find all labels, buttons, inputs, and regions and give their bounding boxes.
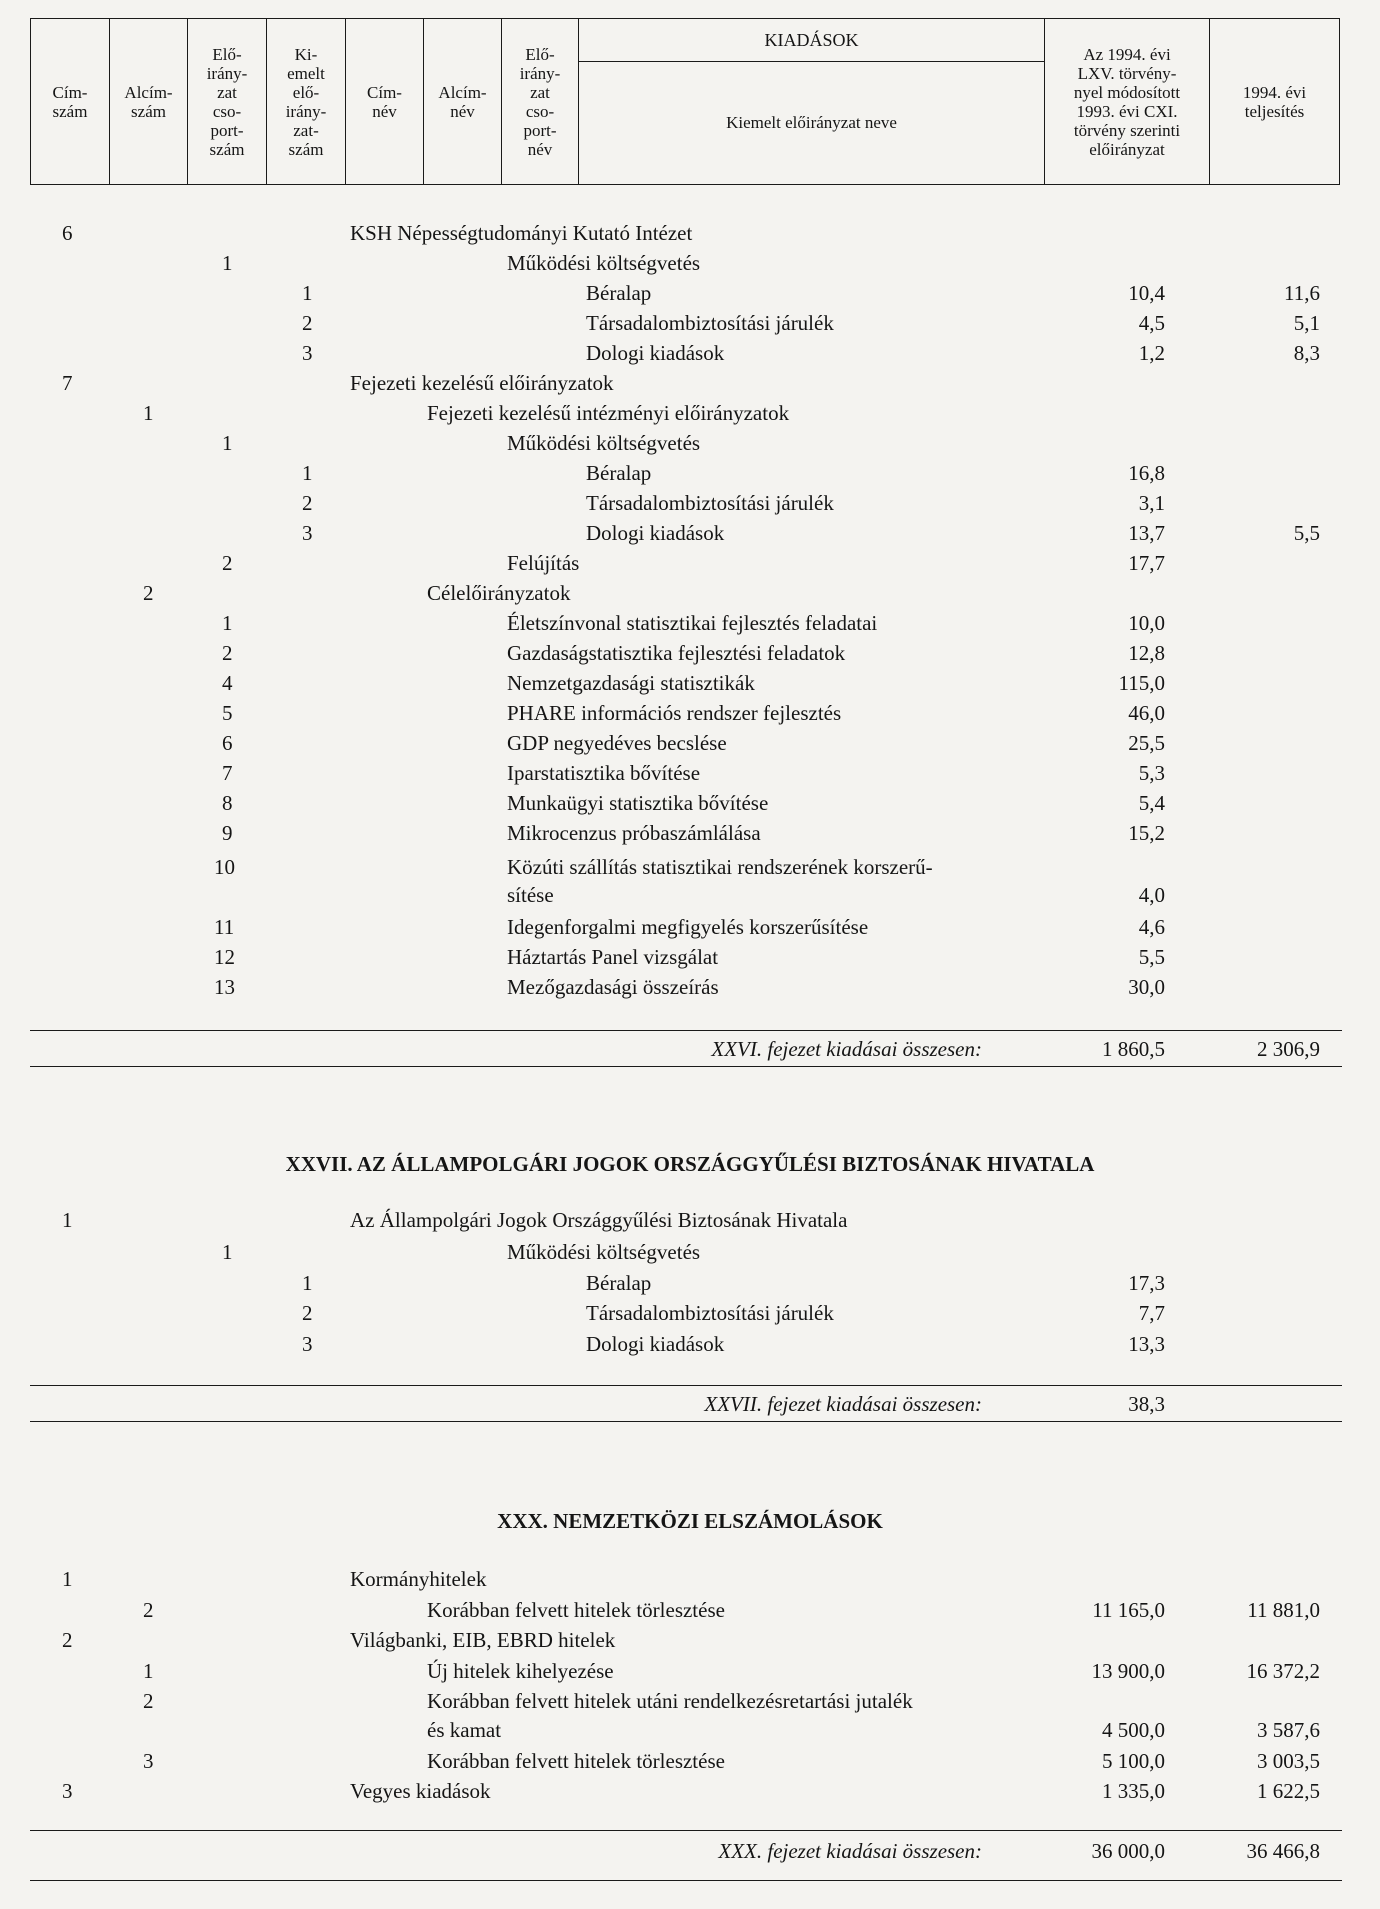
table-row bbox=[0, 818, 1380, 848]
row-name: Új hitelek kihelyezése bbox=[427, 1659, 614, 1683]
row-eloiranyzat-value: 15,2 bbox=[1128, 821, 1165, 845]
row-name: Korábban felvett hitelek törlesztése bbox=[427, 1749, 725, 1773]
table-row bbox=[0, 218, 1380, 248]
divider bbox=[30, 1030, 1342, 1031]
total-eloiranyzat-value: 36 000,0 bbox=[1091, 1839, 1165, 1863]
row-name: Dologi kiadások bbox=[586, 1332, 725, 1356]
row-name: Közúti szállítás statisztikai rendszerének korszerű- bbox=[507, 855, 933, 879]
row-eloiranyzat-value: 5,3 bbox=[1138, 761, 1165, 785]
row-number: 3 bbox=[302, 341, 313, 365]
row-teljesites-value: 11 881,0 bbox=[1247, 1598, 1320, 1622]
row-number: 2 bbox=[302, 1301, 313, 1325]
table-row bbox=[0, 638, 1380, 668]
row-teljesites-value: 11,6 bbox=[1284, 281, 1320, 305]
row-number: 2 bbox=[143, 1689, 154, 1713]
row-name: GDP negyedéves becslése bbox=[507, 731, 727, 755]
row-eloiranyzat-value: 4 500,0 bbox=[1102, 1718, 1165, 1742]
table-row bbox=[0, 1625, 1380, 1655]
row-number: 1 bbox=[62, 1567, 73, 1591]
row-number: 6 bbox=[62, 221, 73, 245]
table-row bbox=[0, 972, 1380, 1002]
row-name: Gazdaságstatisztika fejlesztési feladatok bbox=[507, 641, 846, 665]
row-number: 1 bbox=[222, 251, 233, 275]
table-row bbox=[0, 368, 1380, 398]
table-row bbox=[0, 308, 1380, 338]
table-row bbox=[0, 458, 1380, 488]
table-row bbox=[0, 1776, 1380, 1806]
row-number: 9 bbox=[222, 821, 233, 845]
total-label: XXX. fejezet kiadásai összesen: bbox=[718, 1839, 982, 1863]
row-name: Korábban felvett hitelek utáni rendelkezésretartási jutalék bbox=[427, 1689, 913, 1713]
divider bbox=[30, 1421, 1342, 1422]
header-eloiranyzat: Az 1994. évi LXV. törvény- nyel módosított 1993. évi CXI. törvény szerinti előirányzat bbox=[1044, 19, 1210, 184]
total-row bbox=[0, 1836, 1380, 1866]
row-number: 1 bbox=[302, 461, 313, 485]
header-eloiranyzat-csoport-nev: Elő- irány- zat cso- port- név bbox=[502, 19, 579, 184]
row-number: 2 bbox=[302, 311, 313, 335]
row-teljesites-value: 5,5 bbox=[1293, 521, 1320, 545]
row-teljesites-value: 1 622,5 bbox=[1257, 1779, 1320, 1803]
table-row bbox=[0, 578, 1380, 608]
row-number: 1 bbox=[143, 1659, 154, 1683]
row-name: Felújítás bbox=[507, 551, 580, 575]
row-eloiranyzat-value: 5 100,0 bbox=[1102, 1749, 1165, 1773]
row-number: 5 bbox=[222, 701, 233, 725]
row-name: PHARE információs rendszer fejlesztés bbox=[507, 701, 842, 725]
header-alcim-nev: Alcím- név bbox=[424, 19, 502, 184]
row-name: Fejezeti kezelésű intézményi előirányzatok bbox=[427, 401, 790, 425]
row-number: 10 bbox=[214, 855, 235, 879]
total-label: XXVI. fejezet kiadásai összesen: bbox=[711, 1037, 982, 1061]
row-number: 3 bbox=[302, 1332, 313, 1356]
table-row bbox=[0, 1298, 1380, 1328]
total-row bbox=[0, 1389, 1380, 1419]
row-name: Iparstatisztika bővítése bbox=[507, 761, 701, 785]
row-number: 7 bbox=[222, 761, 233, 785]
table-row bbox=[0, 1595, 1380, 1625]
total-teljesites-value: 36 466,8 bbox=[1246, 1839, 1320, 1863]
row-name: Társadalombiztosítási járulék bbox=[586, 1301, 834, 1325]
row-name: KSH Népességtudományi Kutató Intézet bbox=[350, 221, 693, 245]
table-row bbox=[0, 880, 1380, 910]
table-row bbox=[0, 668, 1380, 698]
row-teljesites-value: 3 587,6 bbox=[1257, 1718, 1320, 1742]
row-name: és kamat bbox=[427, 1718, 502, 1742]
row-eloiranyzat-value: 115,0 bbox=[1118, 671, 1165, 695]
row-number: 1 bbox=[222, 431, 233, 455]
row-name: Háztartás Panel vizsgálat bbox=[507, 945, 719, 969]
divider bbox=[30, 1385, 1342, 1386]
total-teljesites-value: 2 306,9 bbox=[1257, 1037, 1320, 1061]
header-cim-szam: Cím- szám bbox=[31, 19, 110, 184]
row-number: 12 bbox=[214, 945, 235, 969]
row-eloiranyzat-value: 10,4 bbox=[1128, 281, 1165, 305]
row-number: 8 bbox=[222, 791, 233, 815]
row-number: 2 bbox=[143, 1598, 154, 1622]
row-number: 2 bbox=[222, 551, 233, 575]
row-eloiranyzat-value: 1,2 bbox=[1138, 341, 1165, 365]
row-eloiranyzat-value: 30,0 bbox=[1128, 975, 1165, 999]
table-row bbox=[0, 852, 1380, 882]
row-number: 3 bbox=[62, 1779, 73, 1803]
row-name: Munkaügyi statisztika bővítése bbox=[507, 791, 769, 815]
section-title: XXVII. AZ ÁLLAMPOLGÁRI JOGOK ORSZÁGGYŰLÉSI BIZTOSÁNAK HIVATALA bbox=[285, 1152, 1095, 1176]
table-row bbox=[0, 788, 1380, 818]
header-kiemelt-eloiranyzat-szam: Ki- emelt elő- irány- zat- szám bbox=[267, 19, 346, 184]
divider bbox=[30, 1830, 1342, 1831]
row-name: Vegyes kiadások bbox=[350, 1779, 491, 1803]
row-name: sítése bbox=[507, 883, 554, 907]
row-eloiranyzat-value: 10,0 bbox=[1128, 611, 1165, 635]
row-eloiranyzat-value: 25,5 bbox=[1128, 731, 1165, 755]
row-number: 3 bbox=[302, 521, 313, 545]
table-row bbox=[0, 548, 1380, 578]
row-number: 1 bbox=[302, 1271, 313, 1295]
table-row bbox=[0, 758, 1380, 788]
table-row bbox=[0, 942, 1380, 972]
row-eloiranyzat-value: 1 335,0 bbox=[1102, 1779, 1165, 1803]
table-row bbox=[0, 1686, 1380, 1716]
row-name: Működési költségvetés bbox=[507, 431, 701, 455]
row-name: Fejezeti kezelésű előirányzatok bbox=[350, 371, 614, 395]
table-header bbox=[30, 18, 1340, 185]
table-row bbox=[0, 488, 1380, 518]
row-name: Célelőirányzatok bbox=[427, 581, 571, 605]
table-row bbox=[0, 1715, 1380, 1745]
row-number: 1 bbox=[143, 401, 154, 425]
row-number: 6 bbox=[222, 731, 233, 755]
row-name: Nemzetgazdasági statisztikák bbox=[507, 671, 755, 695]
row-name: Kormányhitelek bbox=[350, 1567, 487, 1591]
divider bbox=[30, 1066, 1342, 1067]
row-name: Béralap bbox=[586, 281, 652, 305]
row-eloiranyzat-value: 13 900,0 bbox=[1091, 1659, 1165, 1683]
table-row bbox=[0, 608, 1380, 638]
row-teljesites-value: 8,3 bbox=[1293, 341, 1320, 365]
row-eloiranyzat-value: 11 165,0 bbox=[1092, 1598, 1165, 1622]
header-kiadasok: KIADÁSOK bbox=[579, 19, 1044, 62]
row-eloiranyzat-value: 17,3 bbox=[1128, 1271, 1165, 1295]
row-eloiranyzat-value: 5,4 bbox=[1138, 791, 1165, 815]
divider bbox=[30, 1880, 1342, 1881]
table-row bbox=[0, 1329, 1380, 1359]
header-eloiranyzat-csoport-szam: Elő- irány- zat cso- port- szám bbox=[188, 19, 267, 184]
row-name: Béralap bbox=[586, 1271, 652, 1295]
header-teljesites: 1994. évi teljesítés bbox=[1242, 82, 1307, 121]
row-name: Dologi kiadások bbox=[586, 521, 725, 545]
row-eloiranyzat-value: 13,3 bbox=[1128, 1332, 1165, 1356]
row-name: Társadalombiztosítási járulék bbox=[586, 491, 834, 515]
row-eloiranyzat-value: 16,8 bbox=[1128, 461, 1165, 485]
header-alcim-szam: Alcím- szám bbox=[110, 19, 188, 184]
table-row bbox=[0, 698, 1380, 728]
row-number: 1 bbox=[302, 281, 313, 305]
row-teljesites-value: 3 003,5 bbox=[1257, 1749, 1320, 1773]
total-label: XXVII. fejezet kiadásai összesen: bbox=[704, 1392, 982, 1416]
row-number: 7 bbox=[62, 371, 73, 395]
section-title: XXX. NEMZETKÖZI ELSZÁMOLÁSOK bbox=[497, 1509, 883, 1533]
table-row bbox=[0, 248, 1380, 278]
table-row bbox=[0, 278, 1380, 308]
row-number: 11 bbox=[214, 915, 235, 939]
header-kiemelt-eloiranyzat-neve: Kiemelt előirányzat neve bbox=[726, 113, 897, 132]
row-eloiranyzat-value: 12,8 bbox=[1128, 641, 1165, 665]
row-number: 1 bbox=[222, 611, 233, 635]
table-row bbox=[0, 1564, 1380, 1594]
table-row bbox=[0, 1746, 1380, 1776]
row-number: 4 bbox=[222, 671, 233, 695]
row-eloiranyzat-value: 7,7 bbox=[1138, 1301, 1165, 1325]
table-row bbox=[0, 1237, 1380, 1267]
row-name: Mezőgazdasági összeírás bbox=[507, 975, 719, 999]
row-name: Működési költségvetés bbox=[507, 1240, 701, 1264]
row-eloiranyzat-value: 3,1 bbox=[1138, 491, 1165, 515]
row-number: 2 bbox=[222, 641, 233, 665]
row-eloiranyzat-value: 17,7 bbox=[1128, 551, 1165, 575]
row-name: Dologi kiadások bbox=[586, 341, 725, 365]
row-name: Életszínvonal statisztikai fejlesztés feladatai bbox=[507, 611, 878, 635]
row-eloiranyzat-value: 4,6 bbox=[1138, 915, 1165, 939]
table-row bbox=[0, 428, 1380, 458]
row-number: 2 bbox=[302, 491, 313, 515]
row-name: Az Állampolgári Jogok Országgyűlési Biztosának Hivatala bbox=[350, 1208, 848, 1232]
row-number: 2 bbox=[62, 1628, 73, 1652]
row-name: Idegenforgalmi megfigyelés korszerűsítése bbox=[507, 915, 869, 939]
table-row bbox=[0, 912, 1380, 942]
row-number: 1 bbox=[222, 1240, 233, 1264]
row-eloiranyzat-value: 4,5 bbox=[1138, 311, 1165, 335]
table-row bbox=[0, 338, 1380, 368]
table-row bbox=[0, 1656, 1380, 1686]
row-number: 2 bbox=[143, 581, 154, 605]
row-name: Mikrocenzus próbaszámlálása bbox=[507, 821, 761, 845]
row-eloiranyzat-value: 13,7 bbox=[1128, 521, 1165, 545]
total-eloiranyzat-value: 38,3 bbox=[1128, 1392, 1165, 1416]
row-name: Világbanki, EIB, EBRD hitelek bbox=[350, 1628, 616, 1652]
row-number: 1 bbox=[62, 1208, 73, 1232]
row-teljesites-value: 16 372,2 bbox=[1246, 1659, 1320, 1683]
row-name: Működési költségvetés bbox=[507, 251, 701, 275]
table-row bbox=[0, 1205, 1380, 1235]
table-row bbox=[0, 728, 1380, 758]
row-number: 3 bbox=[143, 1749, 154, 1773]
header-cim-nev: Cím- név bbox=[346, 19, 424, 184]
row-eloiranyzat-value: 4,0 bbox=[1138, 883, 1165, 907]
total-eloiranyzat-value: 1 860,5 bbox=[1102, 1037, 1165, 1061]
row-eloiranyzat-value: 46,0 bbox=[1128, 701, 1165, 725]
row-name: Béralap bbox=[586, 461, 652, 485]
total-row bbox=[0, 1034, 1380, 1064]
row-name: Korábban felvett hitelek törlesztése bbox=[427, 1598, 725, 1622]
row-eloiranyzat-value: 5,5 bbox=[1138, 945, 1165, 969]
table-row bbox=[0, 518, 1380, 548]
row-name: Társadalombiztosítási járulék bbox=[586, 311, 834, 335]
row-teljesites-value: 5,1 bbox=[1293, 311, 1320, 335]
table-row bbox=[0, 1268, 1380, 1298]
row-number: 13 bbox=[214, 975, 235, 999]
table-row bbox=[0, 398, 1380, 428]
